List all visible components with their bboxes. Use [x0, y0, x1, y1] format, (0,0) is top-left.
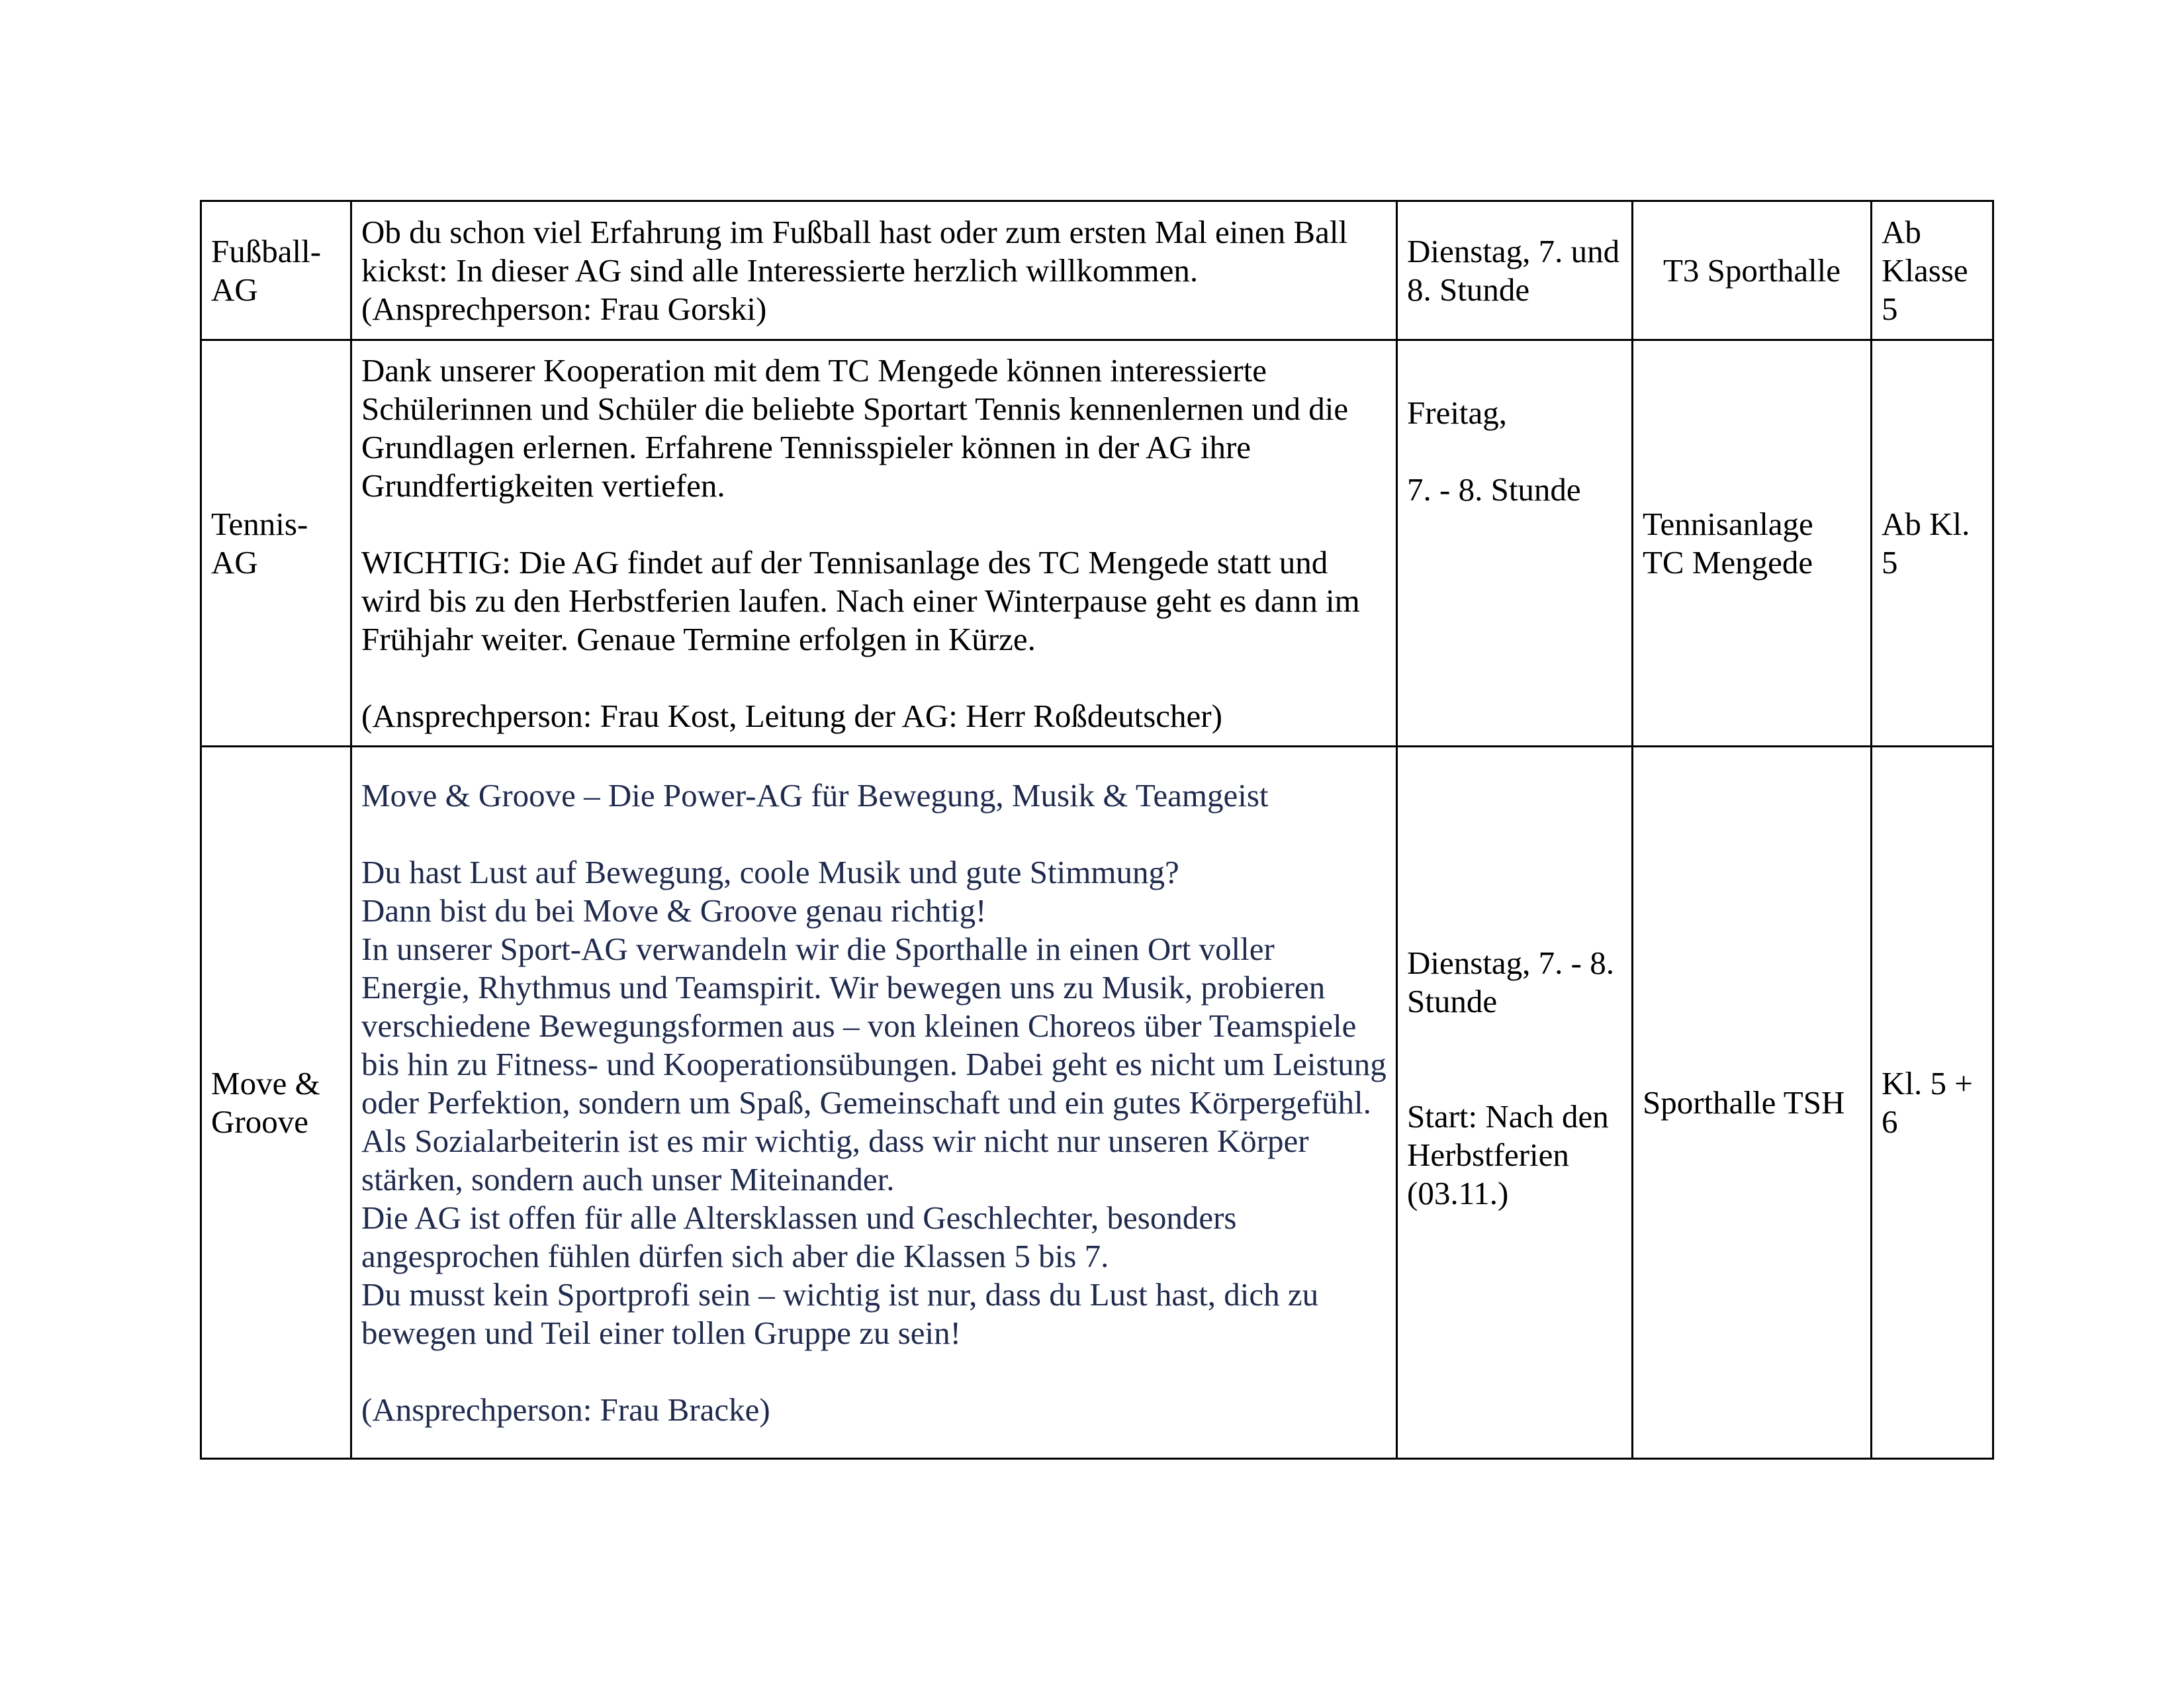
ag-description-line: Du hast Lust auf Bewegung, coole Musik und gute Stimmung?	[361, 853, 1179, 890]
table-row-move-groove	[201, 747, 1993, 1459]
ag-table	[200, 200, 1994, 1460]
ag-class-cell	[1872, 340, 1993, 747]
ag-description-headline: Move & Groove – Die Power-AG für Bewegung, Musik & Teamgeist	[361, 776, 1269, 814]
table-row-tennis-ag	[201, 340, 1993, 747]
ag-classes: Ab Klasse 5	[1882, 213, 1968, 327]
table-row-fussball-ag	[201, 201, 1993, 340]
ag-time-cell	[1397, 340, 1633, 747]
ag-place: T3 Sporthalle	[1662, 252, 1841, 289]
ag-description-cell	[351, 340, 1397, 747]
ag-description: Ob du schon viel Erfahrung im Fußball hast oder zum ersten Mal einen Ball kickst: In dieser AG sind alle Interessierte herzlich willkommen. (Ansprechperson: Frau Gorski)	[361, 213, 1348, 327]
ag-time-cell	[1397, 747, 1633, 1459]
ag-description-body: Als Sozialarbeiterin ist es mir wichtig, dass wir nicht nur unseren Körper stärken, sondern auch unser Miteinander.	[361, 1122, 1309, 1197]
ag-time-hours: 7. - 8. Stunde	[1407, 471, 1581, 508]
ag-time-start: Start: Nach den Herbstferien (03.11.)	[1407, 1098, 1609, 1211]
ag-description-body: Du musst kein Sportprofi sein – wichtig ist nur, dass du Lust hast, dich zu bewegen und Teil einer tollen Gruppe zu sein!	[361, 1276, 1319, 1351]
ag-time-day: Freitag,	[1407, 395, 1508, 431]
ag-class-cell	[1872, 201, 1993, 340]
ag-place: Sporthalle TSH	[1643, 1084, 1845, 1121]
ag-place: Tennisanlage TC Mengede	[1643, 505, 1813, 581]
ag-name-cell	[201, 340, 351, 747]
ag-description-body: Die AG ist offen für alle Altersklassen und Geschlechter, besonders angesprochen fühlen dürfen sich aber die Klassen 5 bis 7.	[361, 1199, 1237, 1274]
ag-description-important: WICHTIG: Die AG findet auf der Tennisanlage des TC Mengede statt und wird bis zu den Herbstferien laufen. Nach einer Winterpause geht es dann im Frühjahr weiter. Genaue Termine erfolgen in Kürze.	[361, 543, 1360, 657]
ag-description-contact: (Ansprechperson: Frau Bracke)	[361, 1391, 770, 1428]
ag-description-body: In unserer Sport-AG verwandeln wir die Sporthalle in einen Ort voller Energie, Rhythmus und Teamspirit. Wir bewegen uns zu Musik, probieren verschiedene Bewegungsformen aus – von kleinen Choreos über Teamspiele bis hin zu Fitness- und Kooperationsübungen. Dabei geht es nicht um Leistung oder Perfektion, sondern um Spaß, Gemeinschaft und ein gutes Körpergefühl.	[361, 930, 1387, 1121]
ag-place-cell	[1633, 201, 1872, 340]
ag-classes: Ab Kl. 5	[1882, 505, 1970, 581]
ag-description-contact: (Ansprechperson: Frau Kost, Leitung der AG: Herr Roßdeutscher)	[361, 697, 1222, 734]
ag-name-cell	[201, 201, 351, 340]
ag-time-day: Dienstag, 7. - 8. Stunde	[1407, 945, 1614, 1019]
ag-place-cell	[1633, 340, 1872, 747]
ag-name-cell	[201, 747, 351, 1459]
ag-time: Dienstag, 7. und 8. Stunde	[1407, 232, 1620, 308]
ag-class-cell	[1872, 747, 1993, 1459]
ag-classes: Kl. 5 + 6	[1882, 1064, 1973, 1140]
ag-name: Fußball-AG	[211, 232, 322, 308]
ag-description-line: Dann bist du bei Move & Groove genau richtig!	[361, 892, 987, 929]
ag-time-cell	[1397, 201, 1633, 340]
ag-description-cell	[351, 201, 1397, 340]
ag-name: Move & Groove	[211, 1064, 320, 1140]
ag-description-cell	[351, 747, 1397, 1459]
ag-place-cell	[1633, 747, 1872, 1459]
ag-name: Tennis-AG	[211, 505, 308, 581]
ag-description-intro: Dank unserer Kooperation mit dem TC Mengede können interessierte Schülerinnen und Schüler die beliebte Sportart Tennis kennenlernen und die Grundlagen erlernen. Erfahrene Tennisspieler können in der AG ihre Grundfertigkeiten vertiefen.	[361, 352, 1349, 504]
